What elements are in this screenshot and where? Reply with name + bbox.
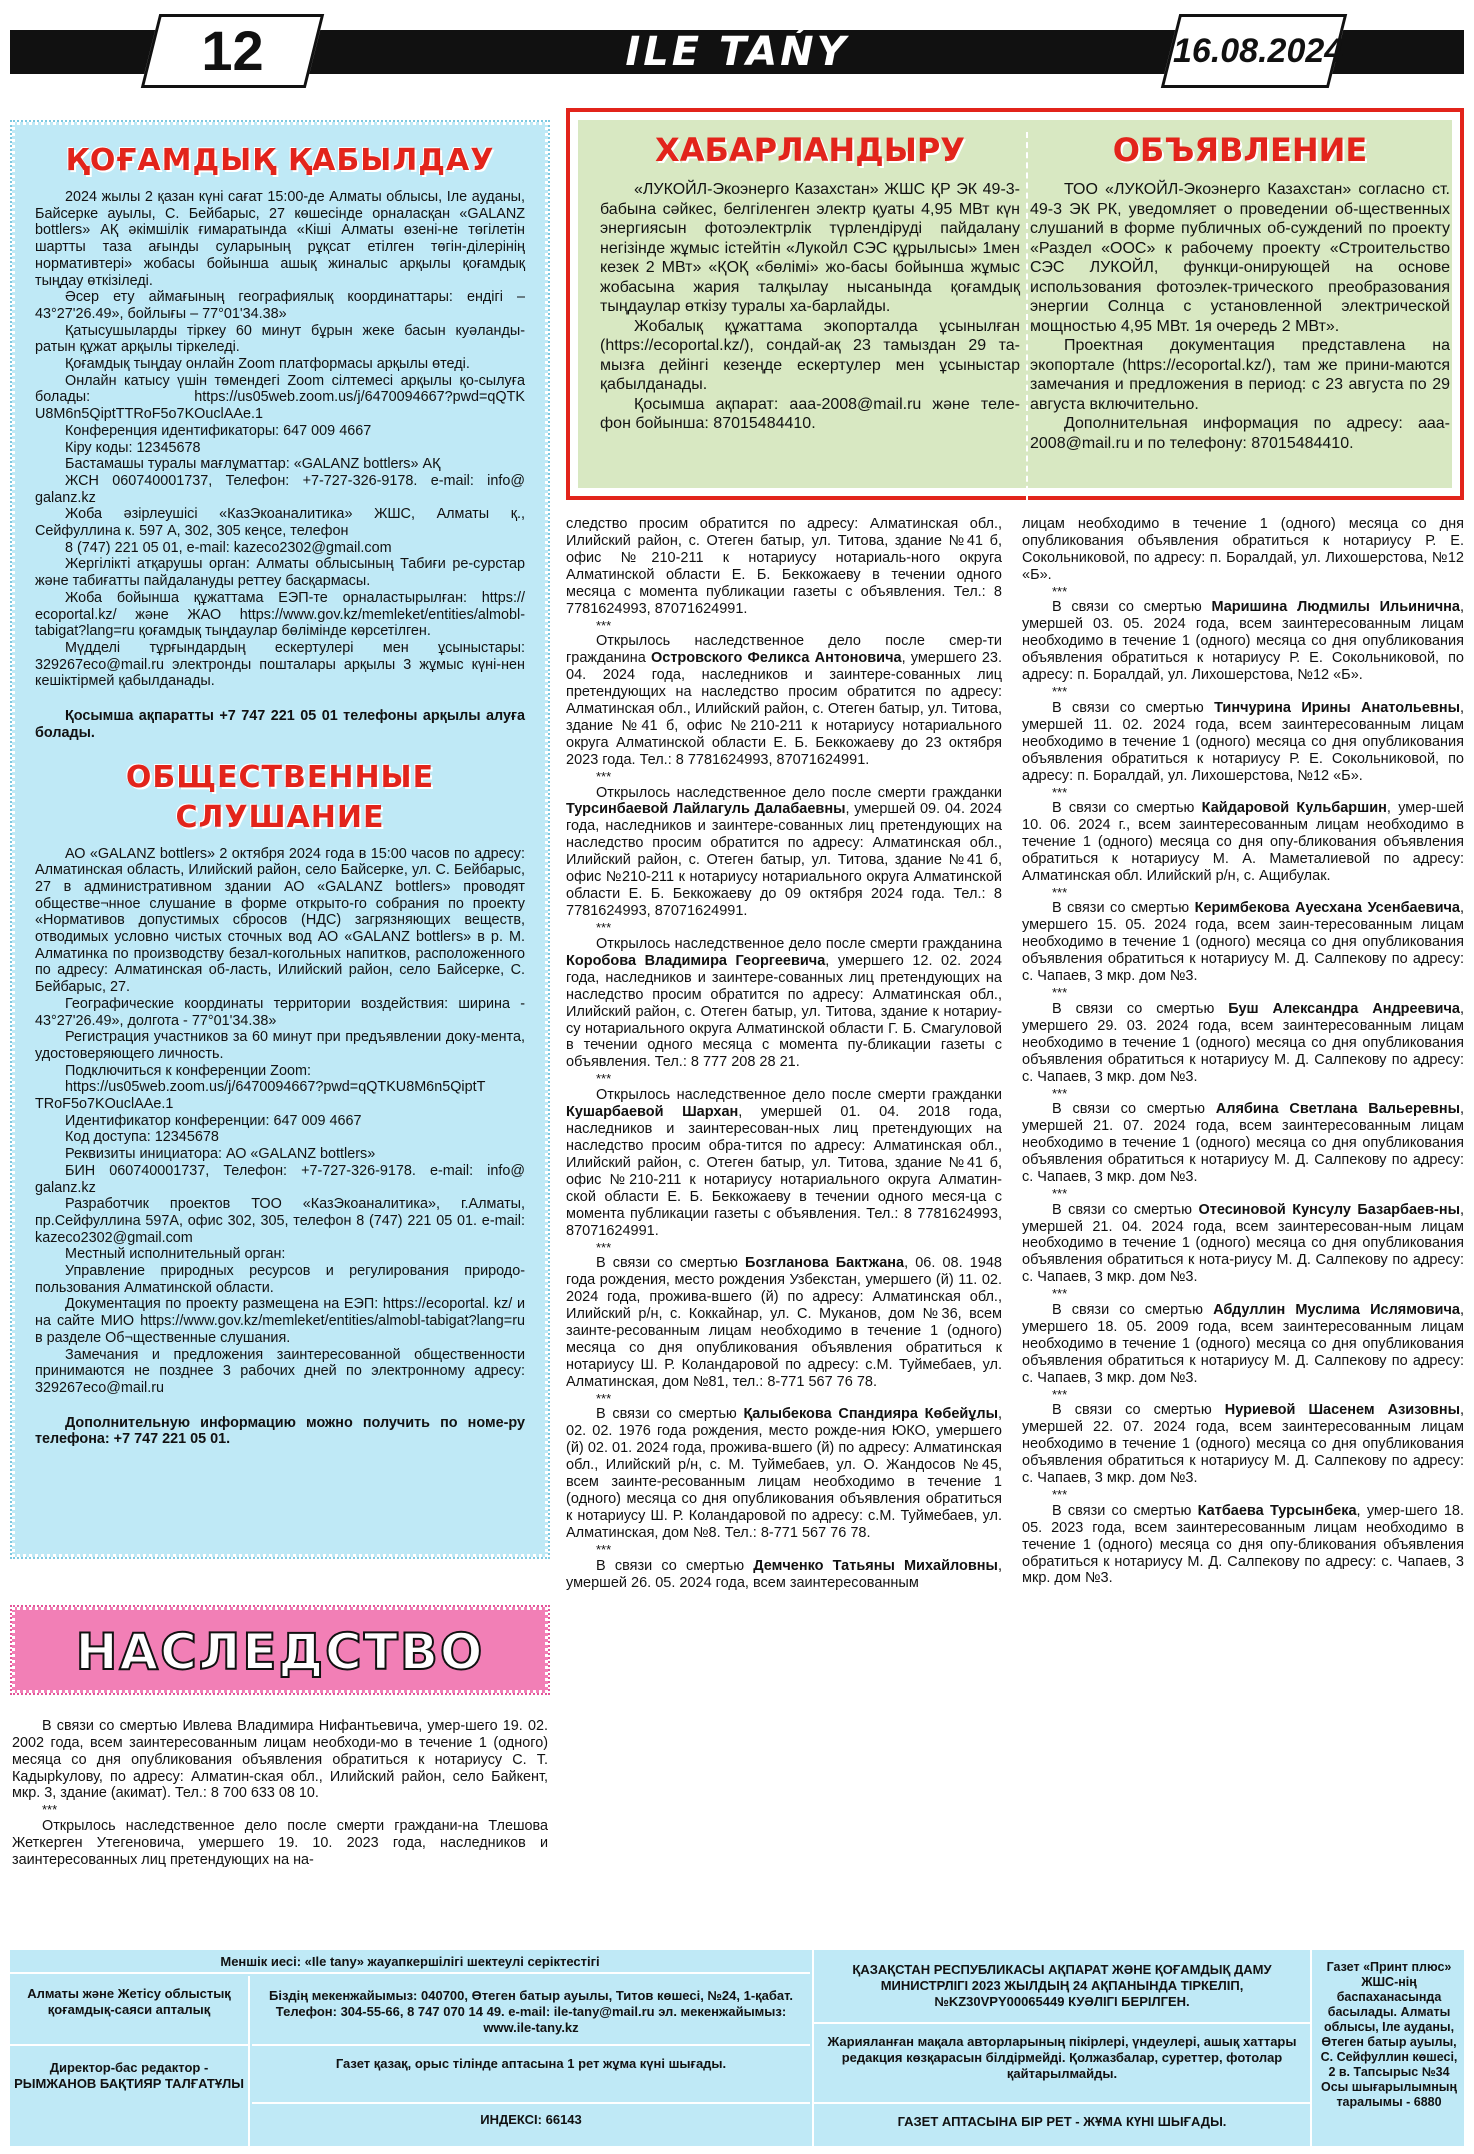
ru-paragraph: Реквизиты инициатора: АО «GALANZ bottlers» xyxy=(65,1146,376,1163)
notice-text: лицам необходимо в течение 1 (одного) месяца со дня опубликования объявления обратиться к нотариусу Р. Е. Сокольниковой, по адресу: п. Боралдай, ул. Лихошерстова, №12 «Б». xyxy=(1022,516,1464,583)
ru-paragraph: Идентификатор конференции: 647 009 4667 xyxy=(65,1112,362,1129)
inheritance-notice xyxy=(1022,516,1464,584)
kz-paragraph: Онлайн катысу үшін төмендегі Zoom сілтемесі арқылы қо-сылуға болады: https://us05web.zoom.us/j/6470094667?pwd=qQTK U8M6n5QiptTTRoF5o7KOuclAAe.1 xyxy=(35,372,525,423)
deceased-name: Кушарбаевой Шархан xyxy=(566,1103,739,1120)
page-number-box xyxy=(141,14,324,88)
notice-text: В связи со смертью xyxy=(1052,1000,1229,1017)
inheritance-notice xyxy=(1022,599,1464,684)
notice-text: , умершей 11. 02. 2024 года, всем заинтересованным лицам необходимо в течение 1 (одного) месяца со дня опубликования объявления обратиться к нотариусу Р. Е. Сокольниковой, по адресу: п. Боралдай, ул. Лихошерстова, №12 «Б». xyxy=(1022,699,1464,784)
notice-text: В связи со смертью xyxy=(596,1255,746,1272)
ru-paragraph: Документация по проекту размещена на ЕЭП: https://ecoportal. kz/ и на сайте МИО https://www.gov.kz/memleket/entities/almobl-tabigat?lang=ru в разделе Об¬щественные слушания. xyxy=(35,1296,525,1346)
heading-public-hearing-ru: ОБЩЕСТВЕННЫЕ СЛУШАНИЕ xyxy=(125,759,435,835)
announcement-ru-paragraph: ТОО «ЛУКОЙЛ-Экоэнерго Казахстан» согласно ст. 49-3 ЭК РК, уведомляет о проведении об-щественных слушаний в форме публичных об-суждений по проекту «Раздел «ООС» к рабочему проекту «Строительство СЭС ЛУКОЙЛ, функци-онирующей на основе использования фотоэлек-трического преобразования энергии Солнца с установленной электрической мощностью 4,95 МВт. 1я очередь 2 МВт». xyxy=(1030,181,1450,335)
inheritance-notice xyxy=(566,1406,1002,1542)
notice-text: В связи со смертью xyxy=(1052,1502,1198,1519)
notice-text: , умершей 09. 04. 2024 года, наследников и заинтере-сованных лиц претендующих на наследство просим обратится по адресу: Алматинская обл., Илийский район, с. Отеген батыр, ул. Титова, здание №41 б, офис №210-211 к нотариусу нотариального округа Алматинской области Е. Б. Беккожаеву до 09 октября 2024 года. Тел.: 8 7781624993, 87071624991. xyxy=(566,801,1002,920)
notice-text: В связи со смертью xyxy=(1052,599,1212,616)
inheritance-notice xyxy=(566,633,1002,769)
notice-text: В связи со смертью xyxy=(1052,699,1215,716)
kz-paragraph: Бастамашы туралы мағлұматтар: «GALANZ bottlers» АҚ xyxy=(65,456,441,473)
inheritance-heading: НАСЛЕДСТВО xyxy=(75,1623,485,1681)
announcement-ru-paragraph: Дополнительная информация по адресу: aaa-2008@mail.ru и по телефону: 87015484410. xyxy=(1030,415,1450,452)
kz-paragraph: Кіру коды: 12345678 xyxy=(65,439,201,456)
separator: *** xyxy=(1052,1286,1068,1302)
deceased-name: Кайдаровой Кульбаршин xyxy=(1201,800,1387,817)
notice-text: , умершего 18. 05. 2009 года, всем заинтересованным лицам необходимо в течение 1 (одного) месяца со дня опубликования объявления обратиться к нотариусу М. Д. Салпекову по адресу: с. Чапаев, 3 мкр. дом №3. xyxy=(1022,1301,1464,1386)
announcement-kz-paragraph: «ЛУКОЙЛ-Экоэнерго Казахстан» ЖШС ҚР ЭК 49-3-бабына сәйкес, белгіленген электр қуаты 4,95 МВт күн энергиясын фотоэлектрлік түрлендіруді пайдалану негізінде жұмыс істейтін «Лукойл СЭС құрылысы» 1мен кезек 2 МВт» «ҚОҚ «бөлімі» жо-басы бойынша жұмыс жобасына жария талқылау нысанында қоғамдық тыңдаулар өткізу туралы ха-барлайды. xyxy=(600,181,1020,316)
inheritance-notice xyxy=(566,785,1002,921)
deceased-name: Буш Александра Андреевича xyxy=(1228,1000,1460,1017)
ru-paragraph: Местный исполнительный орган: xyxy=(65,1246,286,1263)
announcement-ru-paragraph: Проектная документация представлена на экопортале (https://ecoportal.kz/), там же прини-маются замечания и предложения в период: с 23 августа по 29 августа включительно. xyxy=(1030,337,1450,413)
notice-text: В связи со смертью xyxy=(1052,1402,1225,1419)
notice-text: , умершей 26. 05. 2024 года, всем заинтересованным xyxy=(566,1557,1002,1591)
registration-line: ҚАЗАҚСТАН РЕСПУБЛИКАСЫ АҚПАРАТ ЖӘНЕ ҚОҒАМДЫҚ ДАМУ МИНИСТРЛІГІ 2023 ЖЫЛДЫҢ 24 АҚПАНЫНДА ТІРКЕЛІП, №KZ30VPY00065449 КУӘЛІГІ БЕРІЛГЕН. xyxy=(814,1950,1310,2024)
inheritance-notice xyxy=(1022,1101,1464,1186)
announcement-kz xyxy=(600,130,1020,434)
notice-text: , умер-шего 18. 05. 2023 года, всем заинтересованным лицам необходимо в течение 1 (одного) месяца со дня опу-бликования объявления обратиться к нотариусу М. Д. Салпекову по адресу: с. Чапаев, 3 мкр. дом №3. xyxy=(1022,1502,1464,1587)
ru-paragraph: Регистрация участников за 60 минут при предъявлении доку-мента, удостоверяющего личность. xyxy=(35,1029,525,1062)
deceased-name: Қалыбекова Спандияра Көбейұлы xyxy=(743,1406,998,1423)
director-line: Директор-бас редактор - РЫМЖАНОВ БАҚТИЯР ТАЛҒАТҰЛЫ xyxy=(14,2060,244,2091)
kz-paragraph: Жоба бойынша құжаттама ЕЭП-те орналастырылған: https:// ecoportal.kz/ және ЖАО https://www.gov.kz/memleket/entities/almobl-tabigat?lang=ru қоғамдық тыңдаулар бөлімінде көрсетілген. xyxy=(35,589,525,640)
imprint-right xyxy=(812,1950,1312,2146)
announcement-ru xyxy=(1030,130,1450,453)
separator: *** xyxy=(596,1390,612,1406)
kz-paragraph: Конференция идентификаторы: 647 009 4667 xyxy=(65,422,372,439)
deceased-name: Нуриевой Шасенем Азизовны xyxy=(1224,1402,1460,1419)
issue-date-box xyxy=(1161,14,1347,88)
deceased-name: Тинчурина Ирины Анатольевны xyxy=(1214,699,1460,716)
ru-paragraph: https://us05web.zoom.us/j/6470094667?pwd=qQTKU8M6n5QiptT TRoF5o7KOuclAAe.1 xyxy=(35,1079,486,1113)
separator: *** xyxy=(1052,985,1068,1001)
inheritance-notice xyxy=(566,1255,1002,1391)
notice-text: В связи со смертью xyxy=(1052,1101,1216,1118)
separator: *** xyxy=(596,768,612,784)
notice-text: , умершей 22. 07. 2024 года, всем заинтересованным лицам необходимо в течение 1 (одного) месяца со дня опубликования объявления обратиться к нотариусу М. Д. Салпекову по адресу: с. Чапаев, 3 мкр. дом №3. xyxy=(1022,1402,1464,1487)
announcement-divider xyxy=(1026,132,1028,502)
separator: *** xyxy=(1052,1386,1068,1402)
separator: *** xyxy=(596,1239,612,1255)
inheritance-notice xyxy=(1022,1302,1464,1387)
separator: *** xyxy=(1052,1487,1068,1503)
newspaper-title: ILE TAŃY xyxy=(625,29,849,75)
notice-text: , умершего 29. 03. 2024 года, всем заинтересованным лицам необходимо в течение 1 (одного) месяца со дня опубликования объявления обратиться к нотариусу М. Д. Салпекову по адресу: с. Чапаев, 3 мкр. дом №3. xyxy=(1022,1000,1464,1085)
middle-column-notices xyxy=(566,516,1002,1591)
kz-paragraph: Әсер ету аймағының географиялық координаттары: ендігі – 43°27'26.49», бойлығы – 77°01'34.38» xyxy=(35,289,525,322)
kz-paragraph: Мүдделі тұрғындардың ескертулері мен ұсыныстары: 329267eco@mail.ru электронды пошталары арқылы 3 жұмыс күні-нен кешіктірмей қабылданады. xyxy=(35,639,525,690)
announcement-kz-paragraph: Жобалық құжаттама экопорталда ұсынылған (https://ecoportal.kz/), сондай-ақ 23 тамыздан 29 та-мызға дейінгі кезеңде ескертулер мен ұсыныстар қабылданады. xyxy=(600,317,1020,394)
separator: *** xyxy=(1052,784,1068,800)
address-line: Біздің мекенжайымыз: 040700, Өтеген батыр ауылы, Титов көшесі, №24, 1-қабат. Телефон: 304-55-66, 8 747 070 14 49. e-mail: ile-tany@mail.ru эл. мекенжайымыз: www.ile-tany.kz xyxy=(252,1976,810,2046)
notice-text: Открылось наследственное дело после смер-ти гражданина xyxy=(566,633,1002,667)
deceased-name: Демченко Татьяны Михайловны xyxy=(753,1557,998,1574)
notice-text: , умер-шей 10. 06. 2024 г., всем заинтересованным лицам необходимо в течение 1 (одного) месяца со дня опу-бликования объявления обратиться к нотариусу М. А. Маметалиевой по адресу: Алматинская обл. Илийский р/н, с. Ащибулак. xyxy=(1022,800,1464,884)
deceased-name: Коробова Владимира Георгеевича xyxy=(566,952,826,969)
notice-text: , умершей 03. 05. 2024 года, всем заинтересованным лицам необходимо в течение 1 (одного) месяца со дня опубликования объявления обратиться к нотариусу Р. Е. Сокольниковой, по адресу: п. Боралдай, ул. Лихошерстова, №12 «Б». xyxy=(1022,599,1464,684)
kz-paragraph: Жергілікті атқарушы орган: Алматы облысының Табиғи ре-сурстар және табиғатты пайдалануды реттеу басқармасы. xyxy=(35,556,525,590)
announcement-inner xyxy=(578,120,1452,488)
notice-text: , умершего 23. 04. 2024 года, наследников и заинтере-сованных лиц претендующих на наследство просим обратится по адресу: Алматинская обл., Илийский район, с. Отеген батыр, ул. Титова, здание №41 б, офис №210-211 к нотариусу нотариального округа Алматинской области Е. Б. Беккожаеву до 23 октября 2023 года. Тел.: 8 7781624993, 87071624991. xyxy=(566,650,1002,768)
right-column-notices xyxy=(1022,516,1464,1587)
ru-paragraph: АО «GALANZ bottlers» 2 октября 2024 года в 15:00 часов по адресу: Алматинская область, Илийский район, село Байсерке, ул. С. Бейбарыс, 27 в административном здании АО «GALANZ bottlers» проводят обществе¬нное слушание в форме открыто-го собрания по проекту «Нормативов допустимых сбросов (НДС) загрязняющих веществ, отводимых условно чистых сточных вод АО «GALANZ bottlers» в р. М. Алматинка по производству безал-когольных напитков, расположенного по адресу: Алматинская об-ласть, Илийский район, село Байсерке, С. Бейбарыс, 27. xyxy=(35,845,525,996)
separator: *** xyxy=(1052,684,1068,700)
notice-ivlev: В связи со смертью Ивлева Владимира Нифантьевича, умер-шего 19. 02. 2002 года, всем заинтересованным лицам необходи-мо в течение 1 (одного) месяца со дня опубликования объявления обратиться к нотариусу С. Т. Кадырkулову, по адресу: Алматин-ская обл., Илийский район, село Байкент, мкр. 3, здание (акимат). Тел.: 8 700 633 08 10. xyxy=(12,1718,548,1802)
inheritance-banner xyxy=(12,1607,548,1693)
notice-text: следство просим обратится по адресу: Алматинская обл., Илийский район, с. Отеген батыр, ул. Титова, здание №41 б, офис №210-211 к нотариусу нотариаль-ного округа Алматинской области Е. Б. Беккожаеву в течении одного месяца с момента публикации газеты с объявления. Тел.: 8 7781624993, 87071624991. xyxy=(566,516,1002,617)
index-line: ИНДЕКСІ: 66143 xyxy=(480,2112,582,2127)
deceased-name: Отесиновой Кунсулу Базарбаев-ны xyxy=(1198,1201,1460,1218)
separator: *** xyxy=(596,1541,612,1557)
inheritance-notice xyxy=(1022,1503,1464,1588)
inheritance-notice xyxy=(1022,1402,1464,1487)
ru-paragraph: Географические координаты территории воздействия: ширина - 43°27'26.49», долгота - 77°01'34.38» xyxy=(35,995,525,1029)
deceased-name: Маришина Людмилы Ильинична xyxy=(1211,599,1460,616)
notice-text: В связи со смертью xyxy=(596,1557,754,1574)
separator: *** xyxy=(1052,583,1068,599)
kz-paragraph: Қоғамдық тыңдау онлайн Zoom платформасы арқылы өтеді. xyxy=(65,356,470,373)
deceased-name: Алябина Светлана Вальеревны xyxy=(1215,1101,1460,1118)
ru-paragraph: Подключиться к конференции Zoom: xyxy=(65,1062,311,1079)
disclaimer-line: Жарияланған мақала авторларының пікірлері, үндеулері, ашық хаттары редакция көзқарасын білдірмейді. Қолжазбалар, суреттер, фотолар қайтарылмайды. xyxy=(814,2024,1310,2104)
notice-text: В связи со смертью xyxy=(1052,900,1195,917)
separator: *** xyxy=(1052,884,1068,900)
ru-contact-bold: Дополнительную информацию можно получить по номе-ру телефона: +7 747 221 05 01. xyxy=(35,1414,525,1448)
notice-text: , умершей 21. 07. 2024 года, всем заинтересованным лицам необходимо в течение 1 (одного) месяца со дня опубликования объявления обратиться к нотариусу М. Д. Салпекову по адресу: с. Чапаев, 3 мкр. дом №3. xyxy=(1022,1101,1464,1186)
inheritance-notice xyxy=(1022,1202,1464,1287)
inheritance-notice xyxy=(566,936,1002,1072)
page-number: 12 xyxy=(201,19,264,82)
ru-hearing-text xyxy=(35,846,525,1397)
notice-text: В связи со смертью xyxy=(1052,1201,1199,1218)
notice-tleshov: Открылось наследственное дело после смерти граждани-на Тлешова Жеткерген Утегеновича, умершего 19. 10. 2023 года, наследников и заинтересованных лиц претендующих на на- xyxy=(12,1817,548,1868)
announcement-box xyxy=(566,108,1464,500)
separator: *** xyxy=(1052,1185,1068,1201)
kz-hearing-text xyxy=(35,189,525,690)
inheritance-notice xyxy=(1022,700,1464,785)
notice-text: , умершей 01. 04. 2018 года, наследников и заинтересован-ных лиц претендующих на наследство просим обра-тится по адресу: Алматинская обл., Илийский район, с. Отеген батыр, ул. Титова, здание №41 б, офис №210-211 к нотариусу нотариального округа Алматин-ской области Е. Б. Беккожаеву в течении одного меся-ца с момента публикации газеты с объявления. Тел.: 8 7781624993, 87071624991. xyxy=(566,1103,1002,1239)
notice-text: Открылось наследственное дело после смерти гражданина xyxy=(596,935,1002,952)
heading-announcement-kz: ХАБАРЛАНДЫРУ xyxy=(655,131,965,169)
heading-public-hearing-kz: ҚОҒАМДЫҚ ҚАБЫЛДАУ xyxy=(65,143,495,178)
kz-paragraph: Қатысушыларды тіркеу 60 минут бұрын жеке басын куәланды-ратын құжат арқылы тіркеледі. xyxy=(35,322,525,356)
ru-paragraph: БИН 060740001737, Телефон: +7-727-326-9178. e-mail: info@ galanz.kz xyxy=(35,1162,525,1196)
kz-paragraph: 2024 жылы 2 қазан күні сағат 15:00-де Алматы облысы, Іле ауданы, Байсерке ауылы, С. Бейбарыс, 27 көшесінде орналасқан «GALANZ bottlers» АҚ әкімшілік ғимаратында «Кіші Алматы өзені-не төгілетін шартты таза ағынды суларының рұқсат етілген төгін-ділерінің нормативтері» жобасы бойынша ашық жиналыс арқылы қоғамдық тыңдау өткізіледі. xyxy=(35,189,525,289)
printing-line: Газет «Принт плюс» ЖШС-нің баспаханасында басылады. Алматы облысы, Іле ауданы, Өтеген батыр ауылы, С. Сейфуллин көшесі, 2 в. Тапсырыс №34 Осы шығарылымның таралымы - 6880 xyxy=(1320,1960,1458,2109)
notice-text: , умершей 21. 04. 2024 года, всем заинтересован-ным лицам необходимо в течение 1 (одного) месяца со дня опубликования объявления обратиться к нота-риусу М. Д. Салпекову по адресу: с. Чапаев, 3 мкр. дом №3. xyxy=(1022,1201,1464,1286)
notice-text: Открылось наследственное дело после смерти гражданки xyxy=(596,1086,1002,1103)
ru-paragraph: Разработчик проектов ТОО «КазЭкоаналитика», г.Алматы, пр.Сейфуллина 597А, офис 302, 305, телефон 8 (747) 221 05 01. e-mail: kazeco2302@gmail.com xyxy=(35,1196,525,1246)
notice-text: Открылось наследственное дело после смерти гражданки xyxy=(596,784,1002,801)
languages-line: Газет қазақ, орыс тілінде аптасына 1 рет жұма күні шығады. xyxy=(252,2046,810,2104)
agency-line: Алматы және Жетісу облыстық қоғамдық-саяси апталық xyxy=(10,1976,248,2046)
separator: *** xyxy=(596,617,612,633)
heading-announcement-ru: ОБЪЯВЛЕНИЕ xyxy=(1112,131,1368,169)
inheritance-notice xyxy=(566,516,1002,618)
inheritance-notice xyxy=(1022,1001,1464,1086)
imprint-footer xyxy=(10,1950,1464,2146)
inheritance-notice xyxy=(566,1558,1002,1592)
deceased-name: Катбаева Турсынбека xyxy=(1197,1502,1357,1519)
kz-paragraph: Жоба әзірлеушісі «КазЭкоаналитика» ЖШС, Алматы қ., Сейфуллина к. 597 А, 302, 305 кеңсе, телефон xyxy=(35,506,525,540)
ru-paragraph: Код доступа: 12345678 xyxy=(65,1129,219,1146)
ru-paragraph: Замечания и предложения заинтересованной общественности принимаются не позднее 3 рабочих дней по электронному адресу: 329267eco@mail.ru xyxy=(35,1346,525,1396)
deceased-name: Турсинбаевой Лайлагуль Далабаевны xyxy=(566,801,846,818)
notice-text: , умершего 15. 05. 2024 года, всем заин-тересованным лицам необходимо в течение 1 (одного) месяца со дня опубликования объявления обратиться к нотариусу М. Д. Салпекову по адресу: с. Чапаев, 3 мкр. дом №3. xyxy=(1022,900,1464,985)
kz-paragraph: ЖСН 060740001737, Телефон: +7-727-326-9178. e-mail: info@ galanz.kz xyxy=(35,472,525,506)
inheritance-notice xyxy=(1022,800,1464,885)
notice-text: В связи со смертью xyxy=(1052,1301,1214,1318)
notice-text: , 02. 02. 1976 года рождения, место рожде-ния ЮКО, умершего (й) 02. 01. 2024 года, прожива-вшего (й) по адресу: Алматинская обл., Илийский р/н, с. М. Туймебаев, ул. О. Жандосов №45, всем заинте-ресованным лицам необходимо в течение 1 (одного) месяца со дня опубликования объявления обратиться к нотариусу Ш. Р. Коландаровой по адресу: с.М. Туймебаев, ул. Алматинская, дом №8. Тел.: 8-771 567 76 78. xyxy=(566,1406,1002,1542)
kz-contact-bold: Қосымша ақпаратты +7 747 221 05 01 телефоны арқылы алуға болады. xyxy=(35,708,525,741)
masthead xyxy=(10,14,1464,88)
deceased-name: Абдуллин Муслима Ислямовича xyxy=(1213,1301,1460,1318)
notice-text: , умершего 12. 02. 2024 года, наследников и заинтере-сованных лиц претендующих на наследство просим обратится по адресу: Алматинская обл., Илийский район, с. Отеген батыр, ул. Титова, здание к нотариу-су нотариального округа Алматинской области Г. Б. Смагуловой в течении одного месяца с момента пу-бликации газеты с объявления. Тел.: 8 777 208 28 21. xyxy=(566,952,1002,1071)
separator: *** xyxy=(1052,1085,1068,1101)
kz-paragraph: 8 (747) 221 05 01, e-mail: kazeco2302@gmail.com xyxy=(65,539,392,556)
issue-date: 16.08.2024 xyxy=(1173,32,1344,70)
separator: *** xyxy=(42,1802,58,1818)
imprint-left xyxy=(10,1976,250,2146)
imprint-middle xyxy=(252,1976,810,2146)
owner-line: Меншік иесі: «Ile tany» жауапкершілігі шектеулі серіктестігі xyxy=(10,1950,810,1974)
inheritance-notice xyxy=(1022,900,1464,985)
ru-paragraph: Управление природных ресурсов и регулирования природо-пользования Алматинской области. xyxy=(35,1263,525,1296)
separator: *** xyxy=(596,920,612,936)
inheritance-notice xyxy=(566,1087,1002,1240)
left-notices xyxy=(12,1718,548,1868)
deceased-name: Бозгланова Бактжана xyxy=(745,1255,905,1272)
notice-text: В связи со смертью xyxy=(1052,800,1202,817)
separator: *** xyxy=(596,1071,612,1087)
deceased-name: Островского Феликса Антоновича xyxy=(650,650,902,667)
notice-text: , 06. 08. 1948 года рождения, место рождения Узбекстан, умершего (й) 11. 02. 2024 года, прожива-вшего (й) по адресу: Алматинская обл., Илийский р/н, с. Коккайнар, ул. С. Муканов, дом №36, всем заинте-ресованным лицам необходимо в течение 1 (одного) месяца со дня опубликования объявления обратиться к нотариусу Ш. Р. Коландаровой по адресу: с.М. Туймебаев, ул. Алматинская, дом №81, тел.: 8-771 567 76 78. xyxy=(566,1255,1002,1390)
notice-text: В связи со смертью xyxy=(596,1406,744,1423)
frequency-line: ГАЗЕТ АПТАСЫНА БІР РЕТ - ЖҰМА КҮНІ ШЫҒАДЫ. xyxy=(897,2114,1227,2129)
deceased-name: Керимбекова Ауесхана Усенбаевича xyxy=(1194,900,1460,917)
announcement-kz-paragraph: Қосымша ақпарат: aaa-2008@mail.ru және теле-фон бойынша: 87015484410. xyxy=(600,395,1020,433)
public-hearing-box xyxy=(12,122,548,1557)
